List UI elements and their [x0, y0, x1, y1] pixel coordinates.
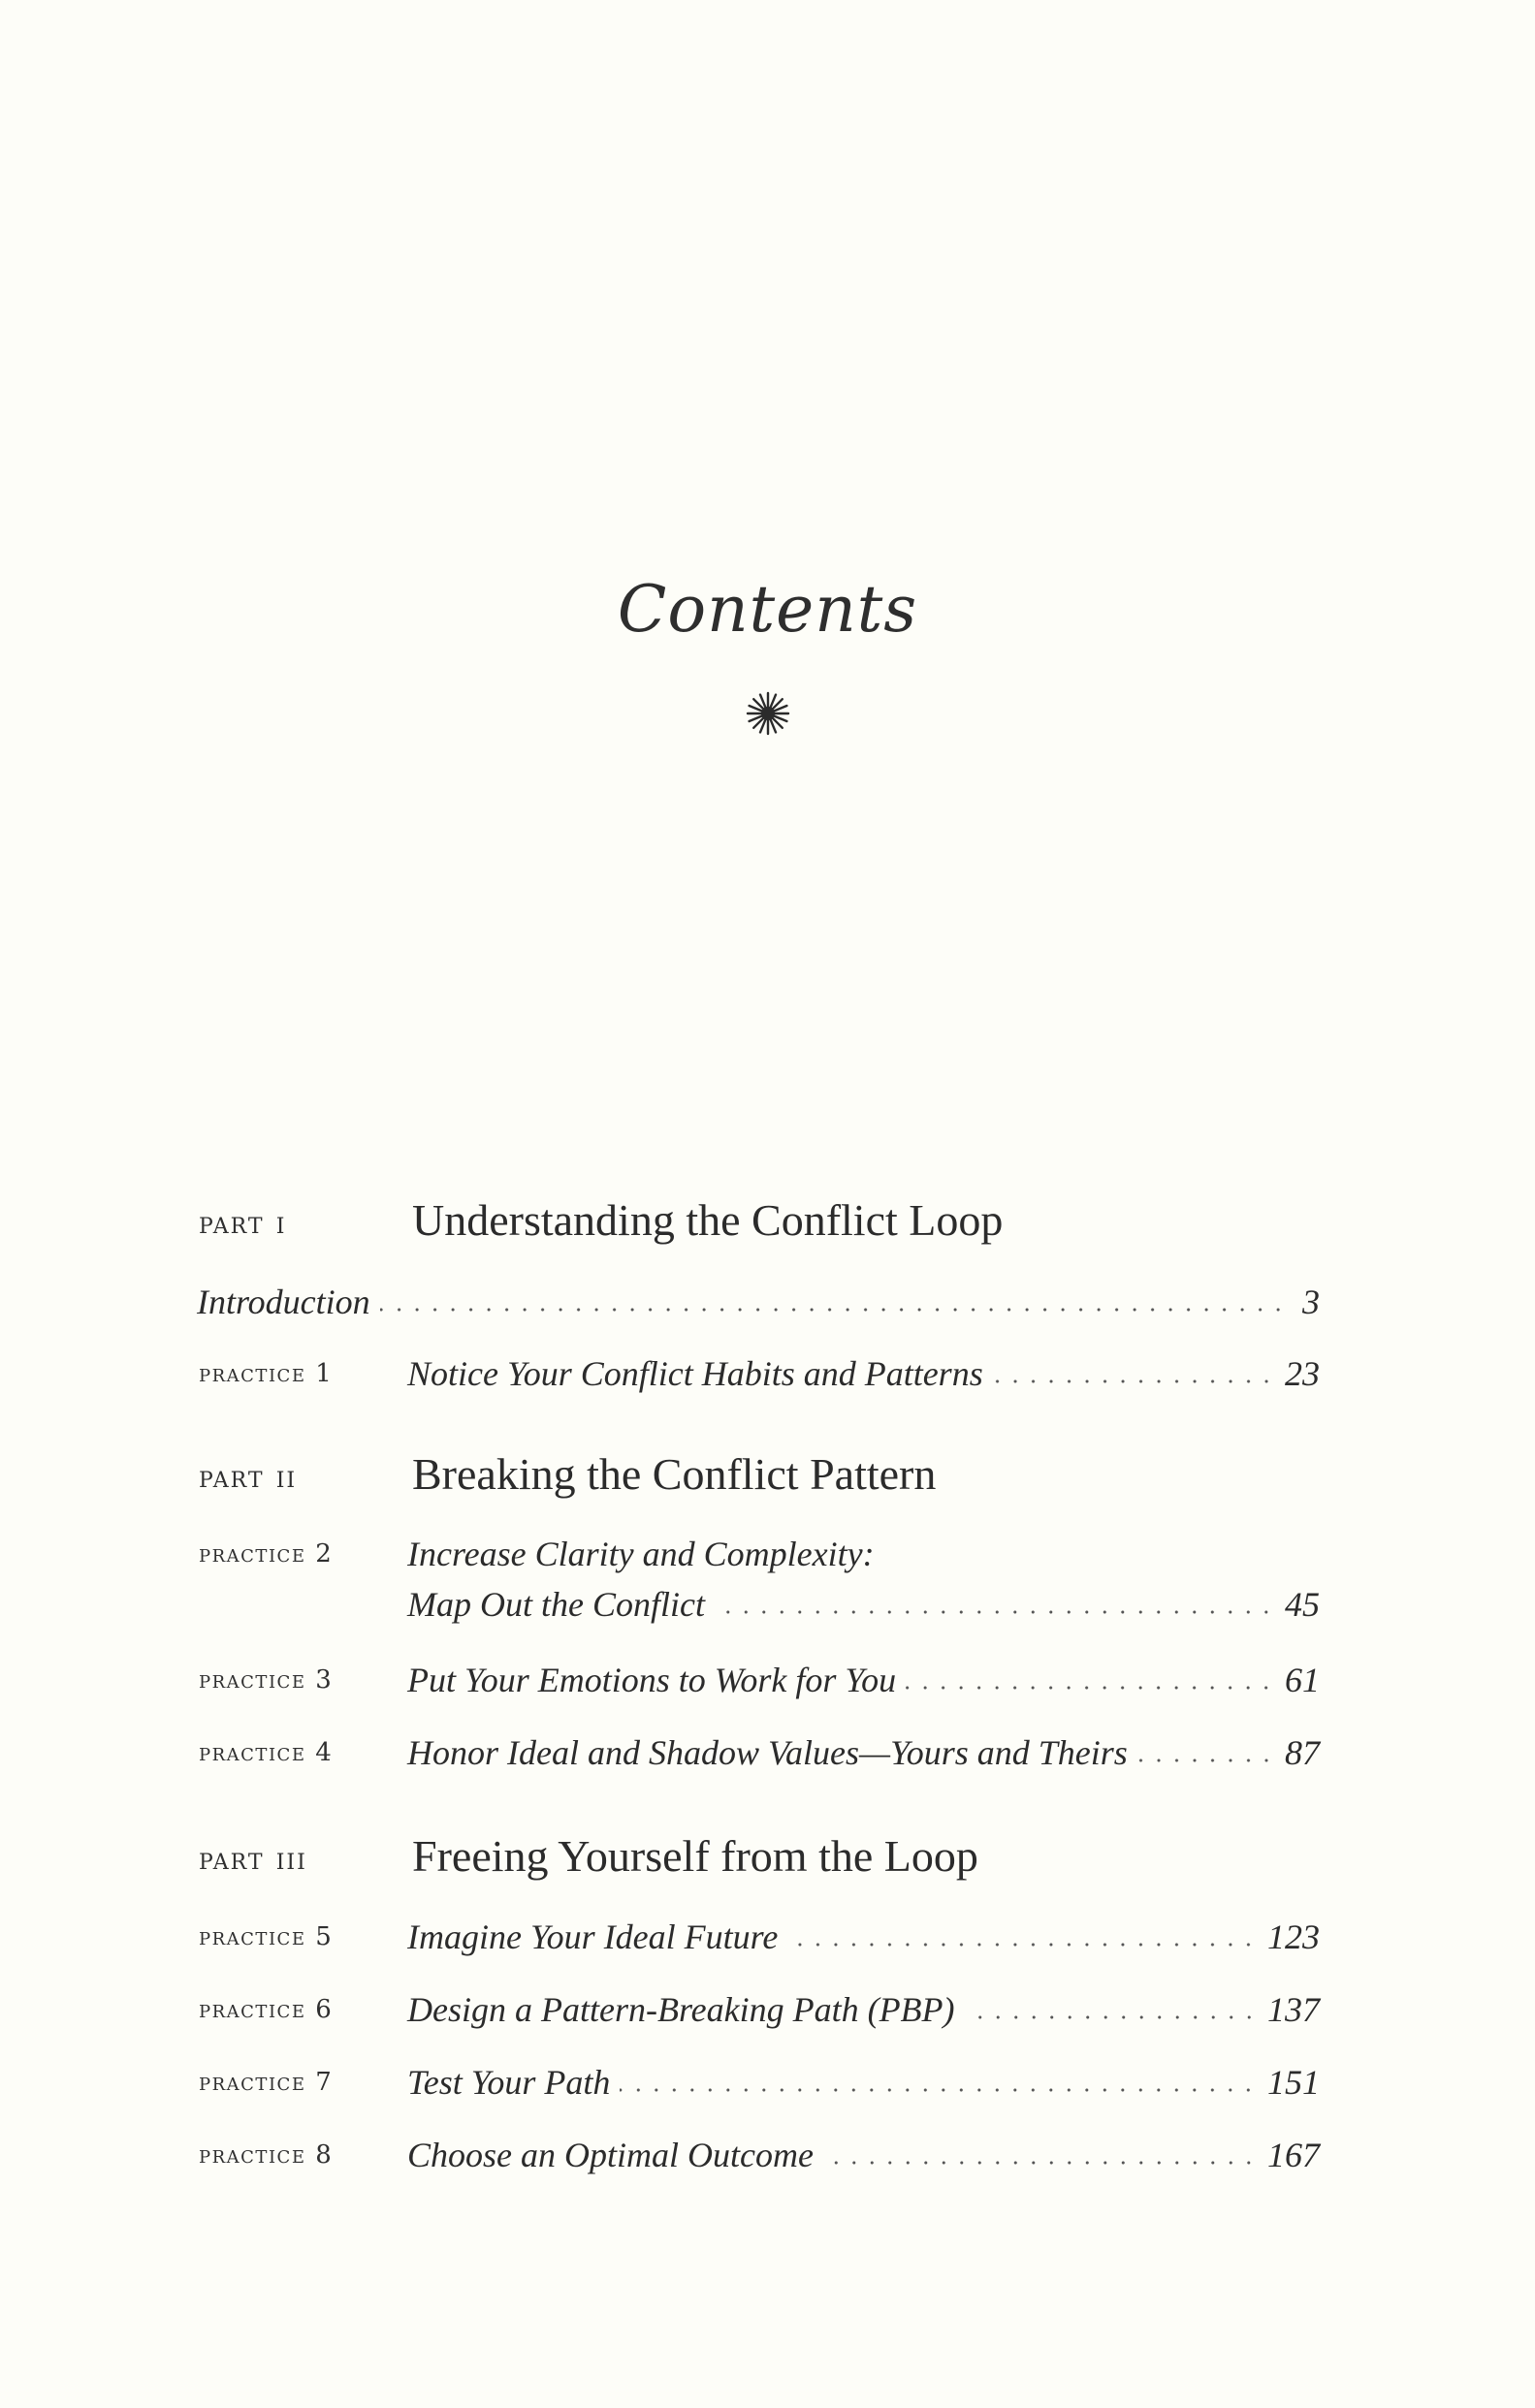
practice-label: practice 4 [199, 1738, 334, 1767]
toc-part-1 [0, 1195, 1535, 1260]
toc-entry-introduction[interactable] [0, 1282, 1535, 1340]
entry-title-line-1: Increase Clarity and Complexity: [407, 1535, 875, 1573]
toc-entry-practice-8[interactable] [0, 2135, 1535, 2193]
entry-title: Design a Pattern-Breaking Path (PBP) [407, 1990, 955, 2029]
entry-page-number: 137 [1267, 1990, 1320, 2029]
dot-leader [993, 1378, 1275, 1385]
dot-leader [620, 2086, 1258, 2094]
part-label: part i [199, 1204, 287, 1241]
dot-leader [715, 1608, 1275, 1616]
entry-title: Introduction [197, 1283, 370, 1321]
dot-leader [787, 1941, 1258, 1949]
entry-title: Put Your Emotions to Work for You [407, 1661, 897, 1699]
dot-leader [823, 2159, 1258, 2167]
toc-part-3 [0, 1831, 1535, 1896]
dot-leader [380, 1306, 1287, 1314]
entry-title: Map Out the Conflict [407, 1585, 705, 1624]
entry-page-number: 123 [1267, 1917, 1320, 1956]
entry-page-number: 87 [1285, 1733, 1320, 1772]
dot-leader [906, 1684, 1275, 1692]
entry-title: Choose an Optimal Outcome [407, 2136, 814, 2174]
toc-entry-practice-6[interactable] [0, 1989, 1535, 2047]
entry-page-number: 151 [1267, 2063, 1320, 2102]
practice-label: practice 5 [199, 1922, 334, 1951]
toc-entry-practice-2-line-2[interactable] [0, 1584, 1535, 1642]
toc-entry-practice-3[interactable] [0, 1660, 1535, 1718]
entry-title: Test Your Path [407, 2063, 611, 2102]
part-label: part ii [199, 1458, 298, 1495]
practice-label: practice 3 [199, 1665, 334, 1695]
page-title: Contents [617, 572, 918, 647]
entry-page-number: 61 [1285, 1661, 1320, 1699]
entry-title: Imagine Your Ideal Future [407, 1917, 779, 1956]
entry-page-number: 23 [1285, 1354, 1320, 1393]
part-title: Breaking the Conflict Pattern [412, 1449, 937, 1499]
entry-title: Honor Ideal and Shadow Values—Yours and Theirs [407, 1733, 1128, 1772]
toc-part-2 [0, 1449, 1535, 1514]
toc-entry-practice-7[interactable] [0, 2062, 1535, 2120]
part-label: part iii [199, 1840, 307, 1877]
part-title: Understanding the Conflict Loop [412, 1195, 1004, 1245]
toc-entry-practice-4[interactable] [0, 1732, 1535, 1790]
entry-page-number: 45 [1285, 1585, 1320, 1624]
sunburst-ornament-icon [745, 690, 791, 737]
practice-label: practice 2 [199, 1539, 334, 1568]
toc-entry-practice-2[interactable] [0, 1534, 1535, 1592]
toc-entry-practice-1[interactable] [0, 1353, 1535, 1411]
entry-title: Notice Your Conflict Habits and Patterns [407, 1354, 983, 1393]
dot-leader [1137, 1757, 1275, 1764]
practice-label: practice 6 [199, 1995, 334, 2024]
entry-page-number: 167 [1267, 2136, 1320, 2174]
part-title: Freeing Yourself from the Loop [412, 1831, 978, 1881]
entry-page-number: 3 [1302, 1283, 1320, 1321]
toc-entry-practice-5[interactable] [0, 1917, 1535, 1975]
practice-label: practice 7 [199, 2068, 334, 2097]
practice-label: practice 8 [199, 2140, 334, 2170]
practice-label: practice 1 [199, 1359, 334, 1388]
dot-leader [965, 2013, 1258, 2021]
